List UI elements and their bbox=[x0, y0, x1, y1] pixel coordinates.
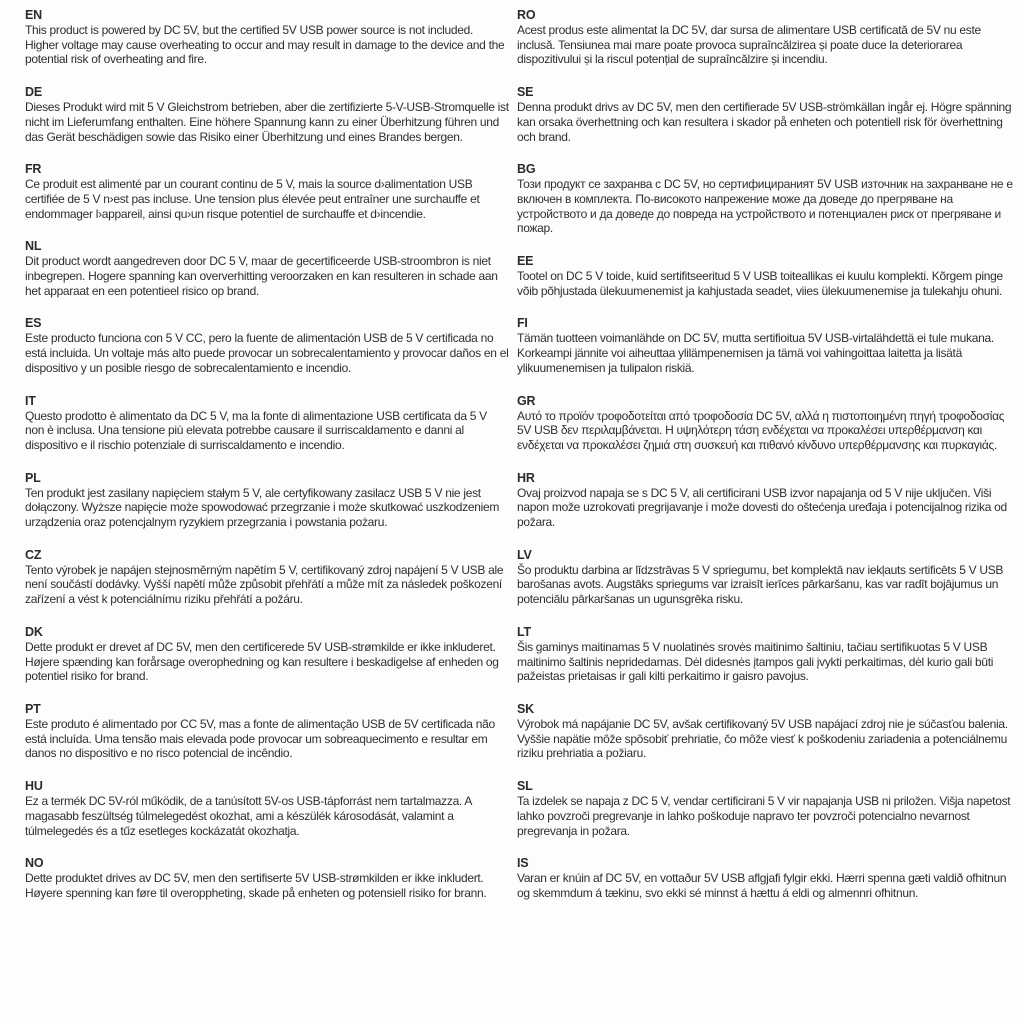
language-warning-text: Varan er knúin af DC 5V, en vottaður 5V USB aflgjafi fylgir ekki. Hærri spenna gæti valdið ofhitnun og skemmdum á tækinu, svo ekki sé minnst á hættu á eldi og almennri ofhitnun. bbox=[517, 871, 1007, 900]
language-warning-text: Výrobok má napájanie DC 5V, avšak certifikovaný 5V USB napájací zdroj nie je súčasťou balenia. Vyššie napätie môže spôsobiť prehriatie, čo môže viesť k poškodeniu zariadenia a potenciálnemu riziku prehriatia a požiaru. bbox=[517, 716, 1008, 761]
language-code-label: EE bbox=[517, 254, 534, 269]
language-warning-text: Dette produktet drives av DC 5V, men den sertifiserte 5V USB-strømkilden er ikke inkludert. Høyere spenning kan føre til overoppheting, skade på enheten og potensiell risiko for brann. bbox=[25, 871, 487, 900]
language-section-is bbox=[517, 856, 1014, 900]
language-code-label: CZ bbox=[25, 547, 42, 562]
language-warning-text: Ez a termék DC 5V-ról működik, de a tanúsított 5V-os USB-tápforrást nem tartalmazza. A magasabb feszültség túlmelegedést okozhat, ami a készülék károsodását, valamint a túlmelegedés és a tűz esetleges kockázatát okozhatja. bbox=[25, 794, 472, 838]
language-warning-text: Ce produit est alimenté par un courant continu de 5 V, mais la source d›alimentation USB certifiée de 5 V n›est pas incluse. Une tension plus élevée peut entraîner une surchauffe et endommager l›appareil, ainsi qu›un risque potentiel de surchauffe et d›incendie. bbox=[25, 177, 480, 221]
language-warning-text: This product is powered by DC 5V, but the certified 5V USB power source is not included. Higher voltage may cause overheating to occur and may result in damage to the device and the potential risk of overheating and fire. bbox=[25, 23, 505, 67]
language-code-label: NL bbox=[25, 239, 42, 254]
language-section-bg bbox=[517, 162, 1014, 236]
language-section-gr bbox=[517, 394, 1014, 453]
language-warning-text: Este produto é alimentado por CC 5V, mas a fonte de alimentação USB de 5V certificada não está incluída. Uma tensão mais elevada pode provocar um sobreaquecimento e resultar em danos no dispositivo e no risco potencial de incêndio. bbox=[25, 716, 495, 761]
language-code-label: BG bbox=[517, 162, 536, 177]
language-section-en bbox=[25, 8, 509, 67]
language-warning-text: Tootel on DC 5 V toide, kuid sertifitseeritud 5 V USB toiteallikas ei kuulu komplekti. Kõrgem pinge võib põhjustada ülekuumenemist ja kahjustada seadet, viies ülekuumenemise ja tulekahju ohuni. bbox=[517, 269, 1003, 298]
language-warning-text: Ta izdelek se napaja z DC 5 V, vendar certificirani 5 V vir napajanja USB ni priložen. Višja napetost lahko povzroči pregrevanje in lahko poškoduje napravo ter povzroči potencialno nevarnost pregrevanja in požara. bbox=[517, 794, 1011, 838]
language-code-label: DE bbox=[25, 85, 42, 100]
language-warning-text: Dit product wordt aangedreven door DC 5 V, maar de gecertificeerde USB-stroombron is niet inbegrepen. Hogere spanning kan oververhitting veroorzaken en kan resulteren in schade aan het apparaat en een potentieel risico op brand. bbox=[25, 254, 498, 298]
language-section-nl bbox=[25, 239, 509, 298]
language-section-hr bbox=[517, 471, 1014, 530]
language-section-sk bbox=[517, 702, 1014, 761]
language-code-label: LV bbox=[517, 547, 532, 562]
language-section-cz bbox=[25, 548, 509, 607]
language-code-label: SL bbox=[517, 779, 533, 794]
language-section-fi bbox=[517, 316, 1014, 375]
language-code-label: FR bbox=[25, 162, 42, 177]
language-code-label: GR bbox=[517, 393, 536, 408]
language-code-label: LT bbox=[517, 624, 531, 639]
language-section-ro bbox=[517, 8, 1014, 67]
left-column bbox=[25, 8, 509, 919]
language-section-sl bbox=[517, 779, 1014, 838]
language-warning-text: Dieses Produkt wird mit 5 V Gleichstrom betrieben, aber die zertifizierte 5-V-USB-Stromquelle ist nicht im Lieferumfang enthalten. Eine höhere Spannung kann zu einer Überhitzung führen und das Gerät beschädigen sowie das Risiko einer Überhitzung und eines Brandes bergen. bbox=[25, 100, 509, 144]
language-code-label: RO bbox=[517, 8, 536, 22]
language-warning-text: Questo prodotto è alimentato da DC 5 V, ma la fonte di alimentazione USB certificata da 5 V non è inclusa. Una tensione più elevata potrebbe causare il surriscaldamento e danni al dispositivo e il rischio potenziale di surriscaldamento e incendio. bbox=[25, 408, 487, 452]
language-code-label: PT bbox=[25, 701, 41, 716]
language-section-it bbox=[25, 394, 509, 453]
language-warning-text: Denna produkt drivs av DC 5V, men den certifierade 5V USB-strömkällan ingår ej. Högre spänning kan orsaka överhettning och kan resultera i skador på enheten och potentiell risk för överhettning och brand. bbox=[517, 100, 1012, 144]
language-warning-text: Dette produkt er drevet af DC 5V, men den certificerede 5V USB-strømkilde er ikke inkluderet. Højere spænding kan forårsage overophedning og kan resultere i beskadigelse af enheden og potentiel risiko for brand. bbox=[25, 639, 499, 684]
language-section-dk bbox=[25, 625, 509, 684]
language-section-no bbox=[25, 856, 509, 900]
language-section-ee bbox=[517, 254, 1014, 298]
right-column bbox=[517, 8, 1014, 919]
language-code-label: DK bbox=[25, 624, 43, 639]
language-code-label: ES bbox=[25, 316, 42, 331]
language-warning-text: Acest produs este alimentat la DC 5V, dar sursa de alimentare USB certificată de 5V nu este inclusă. Tensiunea mai mare poate provoca supraîncălzirea și poate duce la deteriorarea dispozitivului și la riscul potențial de supraîncălzire și incendiu. bbox=[517, 23, 981, 67]
language-section-hu bbox=[25, 779, 509, 838]
language-code-label: HR bbox=[517, 470, 535, 485]
language-warning-text: Este producto funciona con 5 V CC, pero la fuente de alimentación USB de 5 V certificada no está incluida. Un voltaje más alto puede provocar un sobrecalentamiento y provocar daños en el dispositivo y un posible riesgo de sobrecalentamiento e incendio. bbox=[25, 331, 509, 375]
language-code-label: HU bbox=[25, 779, 43, 794]
language-section-se bbox=[517, 85, 1014, 144]
language-warning-text: Αυτό το προϊόν τροφοδοτείται από τροφοδοσία DC 5V, αλλά η πιστοποιημένη πηγή τροφοδοσίας 5V USB δεν περιλαμβάνεται. Η υψηλότερη τάση ενδέχεται να προκαλέσει υπερθέρμανση και ενδέχεται να προκαλέσει ζημιά στη συσκευή και πιθανό κίνδυνο υπερθέρμανσης και πυρκαγιάς. bbox=[517, 408, 1005, 452]
language-warning-text: Ovaj proizvod napaja se s DC 5 V, ali certificirani USB izvor napajanja od 5 V nije uključen. Viši napon može uzrokovati pregrijavanje i može dovesti do oštećenja uređaja i potencijalnog rizika od požara. bbox=[517, 485, 1007, 530]
language-section-es bbox=[25, 316, 509, 375]
language-code-label: SE bbox=[517, 85, 534, 100]
language-code-label: IS bbox=[517, 856, 529, 871]
language-section-de bbox=[25, 85, 509, 144]
language-code-label: IT bbox=[25, 393, 36, 408]
language-code-label: FI bbox=[517, 316, 528, 331]
language-section-pt bbox=[25, 702, 509, 761]
language-warning-text: Този продукт се захранва с DC 5V, но сертифицираният 5V USB източник на захранване не е включен в комплекта. По-високото напрежение може да доведе до прегряване на устройството и да доведе до повреда на устройството и потенциален риск от прегряване и пожар. bbox=[517, 177, 1013, 236]
language-code-label: PL bbox=[25, 470, 41, 485]
language-section-lt bbox=[517, 625, 1014, 684]
language-warning-text: Tämän tuotteen voimanlähde on DC 5V, mutta sertifioitua 5V USB-virtalähdettä ei tule mukana. Korkeampi jännite voi aiheuttaa ylilämpenemisen ja tämä voi vahingoittaa laitetta ja lisätä ylikuumenemisen ja tulipalon riskiä. bbox=[517, 331, 994, 375]
language-warning-text: Ten produkt jest zasilany napięciem stałym 5 V, ale certyfikowany zasilacz USB 5 V nie jest dołączony. Wyższe napięcie może spowodować przegrzanie i może skutkować uszkodzeniem urządzenia oraz potencjalnym ryzykiem przegrzania i powstania pożaru. bbox=[25, 485, 500, 530]
language-section-fr bbox=[25, 162, 509, 221]
language-code-label: EN bbox=[25, 8, 42, 22]
language-warning-text: Šo produktu darbina ar līdzstrāvas 5 V spriegumu, bet komplektā nav iekļauts sertificēts 5 V USB barošanas avots. Augstāks spriegums var izraisīt ierīces pārkaršanu, kas var radīt bojājumus un potenciālu pārkaršanas un ugunsgrēka risku. bbox=[517, 562, 1004, 607]
language-warning-text: Šis gaminys maitinamas 5 V nuolatinės srovės maitinimo šaltiniu, tačiau sertifikuotas 5 V USB maitinimo šaltinis nepridedamas. Dėl didesnės įtampos gali įvykti perkaitimas, dėl kurio gali būti pažeistas prietaisas ir gali kilti perkaitimo ir gaisro pavojus. bbox=[517, 639, 994, 684]
language-warning-text: Tento výrobek je napájen stejnosměrným napětím 5 V, certifikovaný zdroj napájení 5 V USB ale není součástí dodávky. Vyšší napětí může způsobit přehřátí a může mít za následek poškození zařízení a vést k potenciálnímu riziku přehřátí a požáru. bbox=[25, 562, 504, 607]
language-section-lv bbox=[517, 548, 1014, 607]
language-section-pl bbox=[25, 471, 509, 530]
language-code-label: NO bbox=[25, 856, 44, 871]
language-code-label: SK bbox=[517, 701, 534, 716]
